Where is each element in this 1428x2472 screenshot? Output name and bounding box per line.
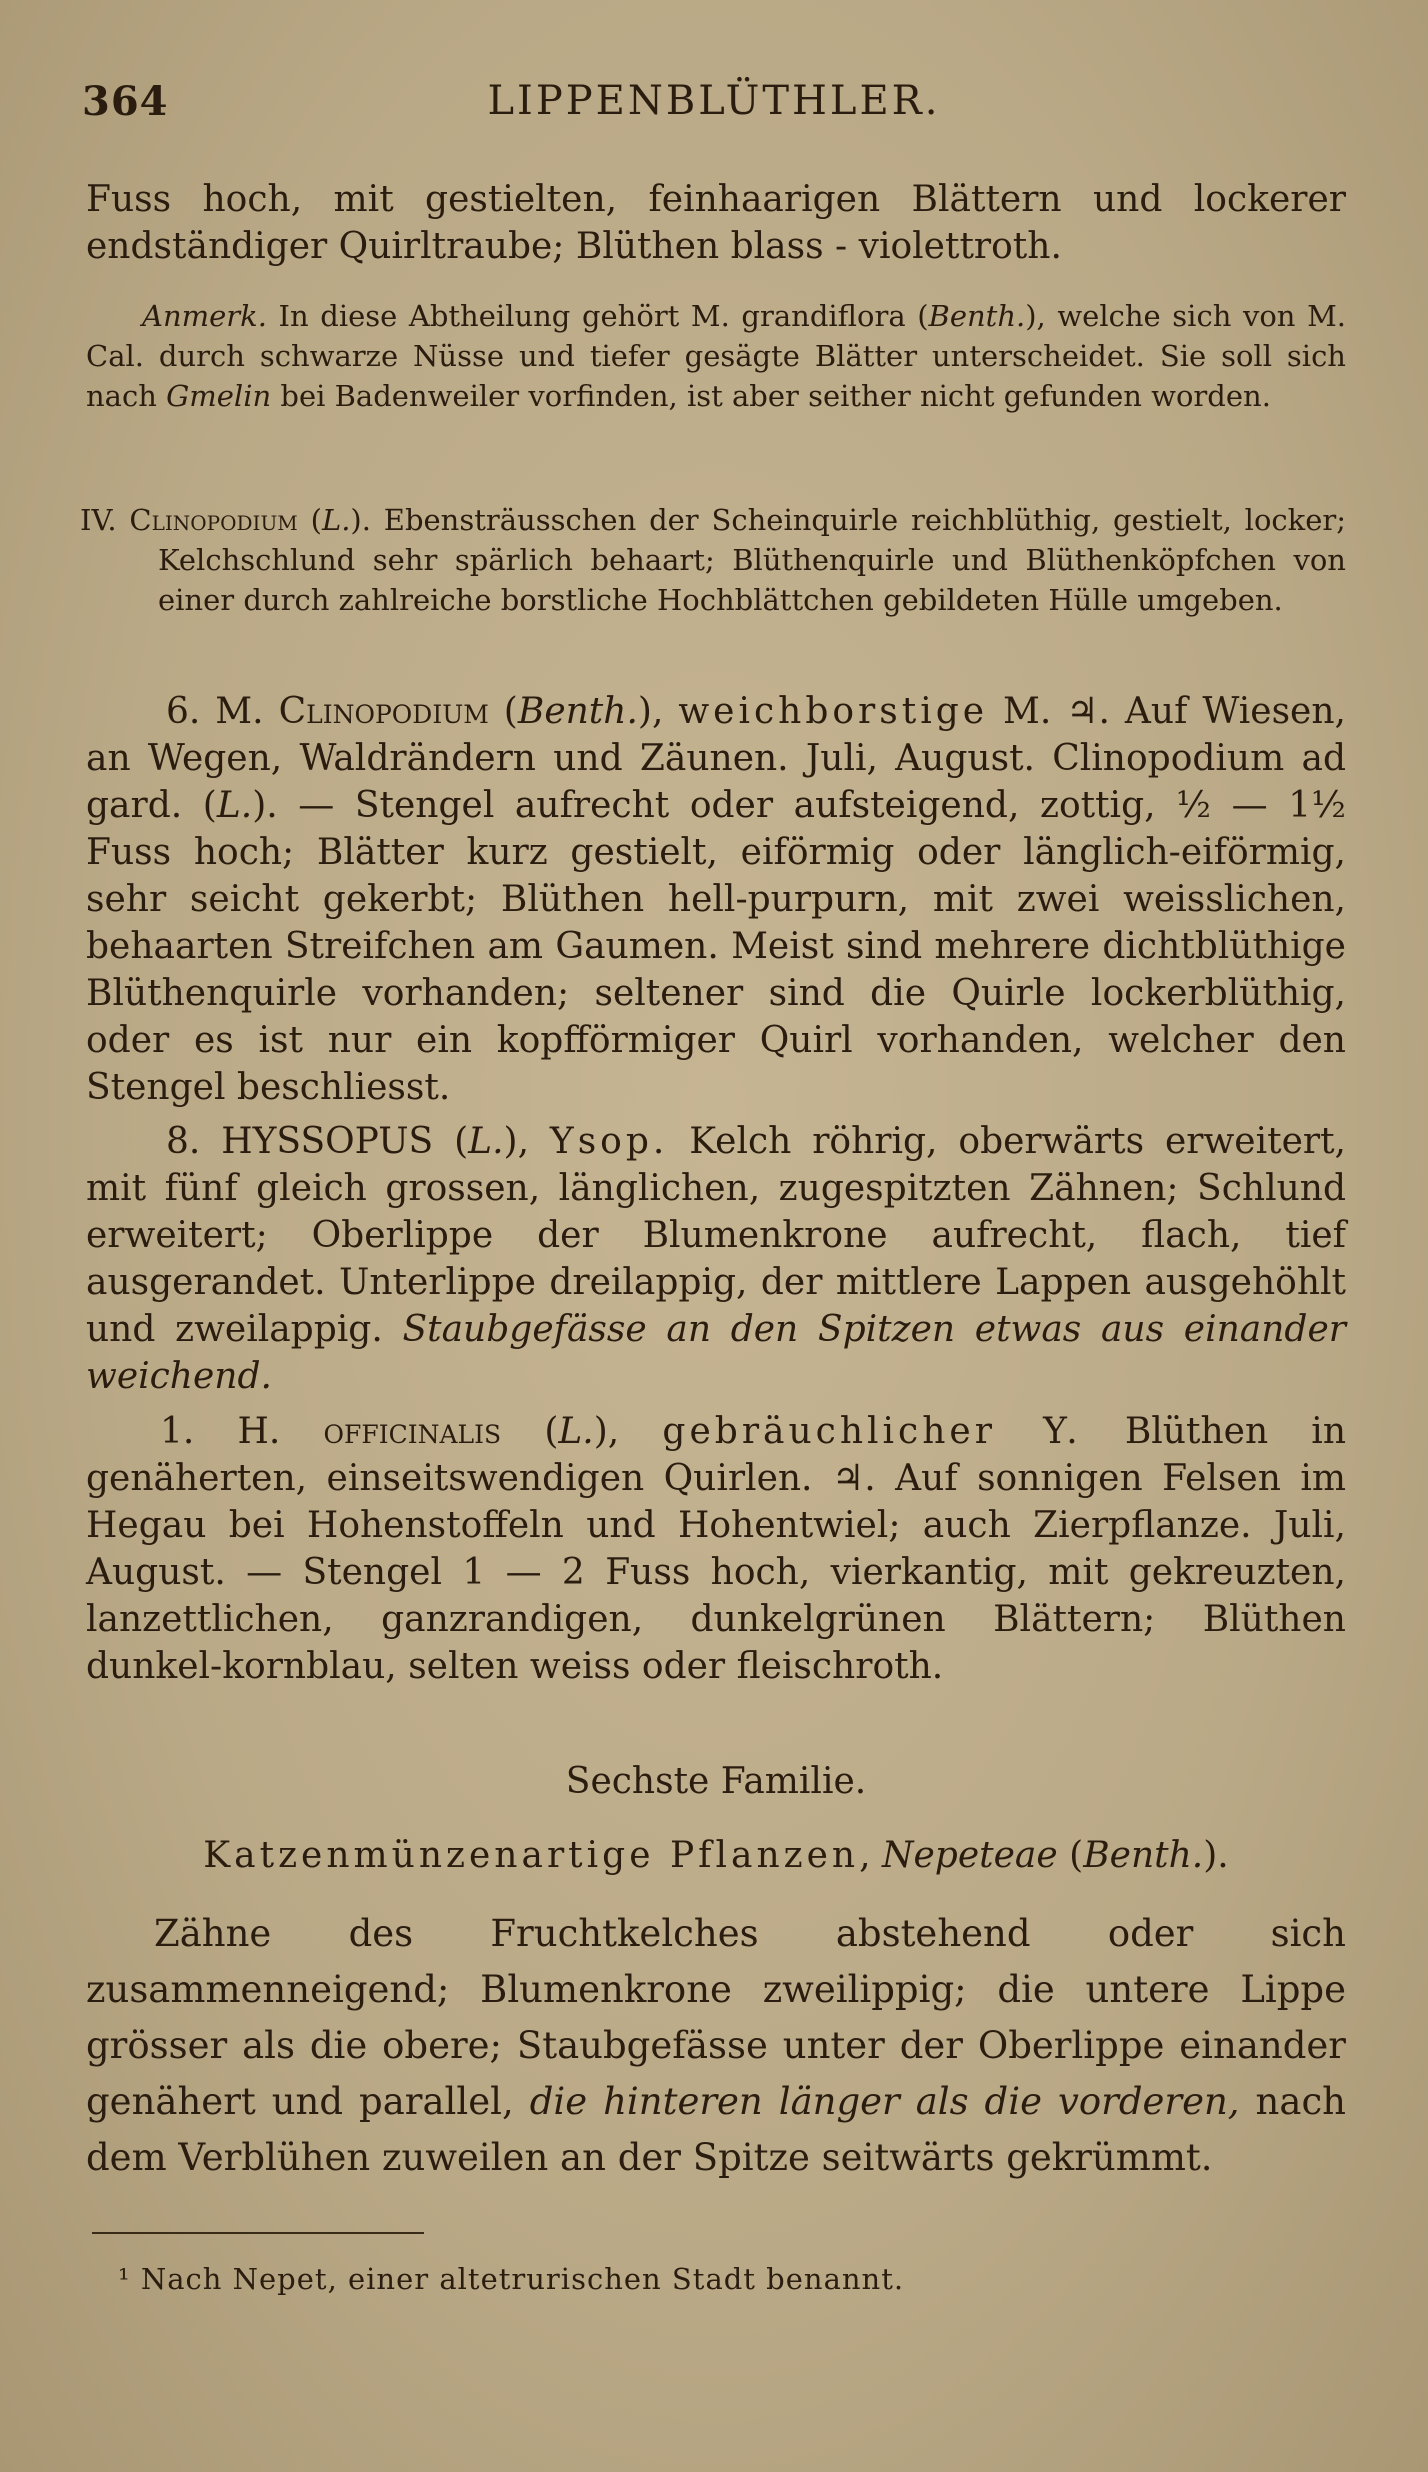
section-iv: IV. Clinopodium (L.). Ebensträusschen der Scheinquirle reichblüthig, gestielt, locker; Kelchschlund sehr spärlich behaart; Blüthenquirle und Blüthenköpfchen von einer durch zahlreiche borstliche Hochblättchen gebildeten Hülle umgeben. [80, 503, 1347, 617]
family-heading: Sechste Familie. [565, 1761, 867, 1802]
genus-8-hyssopus: 8. HYSSOPUS (L.), Ysop. Kelch röhrig, oberwärts erweitert, mit fünf gleich grossen, länglichen, zugespitzten Zähnen; Schlund erweitert; Oberlippe der Blumenkrone aufrecht, flach, tief ausgerandet. Unterlippe dreilappig, der mittlere Lappen ausgehöhlt und zweilappig. Staubgefässe an den Spitzen etwas aus einander weichend. [86, 1121, 1347, 1397]
paragraph-continuation: Fuss hoch, mit gestielten, feinhaarigen Blättern und lockerer endständiger Quirltraube; Blüthen blass - violettroth. [86, 179, 1346, 267]
page-number: 364 [82, 78, 169, 125]
family-description: Zähne des Fruchtkelches abstehend oder sich zusammenneigend; Blumenkrone zweilippig; die untere Lippe grösser als die obere; Staubgefässe unter der Oberlippe einander genähert und parallel, die hinteren länger als die vorderen, nach dem Verblühen zuweilen an der Spitze seitwärts gekrümmt. [86, 1912, 1346, 2179]
species-6-clinopodium: 6. M. Clinopodium (Benth.), weichborstige M. ♃. Auf Wiesen, an Wegen, Waldrändern und Zäunen. Juli, August. Clinopodium ad gard. (L.). — Stengel aufrecht oder aufsteigend, zottig, ½ — 1½ Fuss hoch; Blätter kurz gestielt, eiförmig oder länglich-eiförmig, sehr seicht gekerbt; Blüthen hell-purpurn, mit zwei weisslichen, behaarten Streifchen am Gaumen. Meist sind mehrere dichtblüthige Blüthenquirle vorhanden; seltener sind die Quirle lockerblüthig, oder es ist nur ein kopfförmiger Quirl vorhanden, welcher den Stengel beschliesst. [86, 691, 1346, 1108]
page-header [82, 78, 1346, 134]
footnote: ¹ Nach Nepet, einer altetrurischen Stadt benannt. [118, 2262, 905, 2296]
species-1-officinalis: 1. H. officinalis (L.), gebräuchlicher Y. Blüthen in genäherten, einseitswendigen Quirlen. ♃. Auf sonnigen Felsen im Hegau bei Hohenstoffeln und Hohentwiel; auch Zierpflanze. Juli, August. — Stengel 1 — 2 Fuss hoch, vierkantig, mit gekreuzten, lanzettlichen, ganzrandigen, dunkelgrünen Blättern; Blüthen dunkel-kornblau, selten weiss oder fleischroth. [86, 1411, 1347, 1687]
footnote-rule [92, 2232, 424, 2234]
running-title: LIPPENBLÜTHLER. [487, 78, 941, 124]
annotation-note: Anmerk. In diese Abtheilung gehört M. grandiflora (Benth.), welche sich von M. Cal. durch schwarze Nüsse und tiefer gesägte Blätter unterscheidet. Sie soll sich nach Gmelin bei Badenweiler vorfinden, ist aber seither nicht gefunden worden. [86, 299, 1346, 413]
family-name: Katzenmünzenartige Pflanzen, Nepeteae (Benth.). [203, 1835, 1229, 1876]
